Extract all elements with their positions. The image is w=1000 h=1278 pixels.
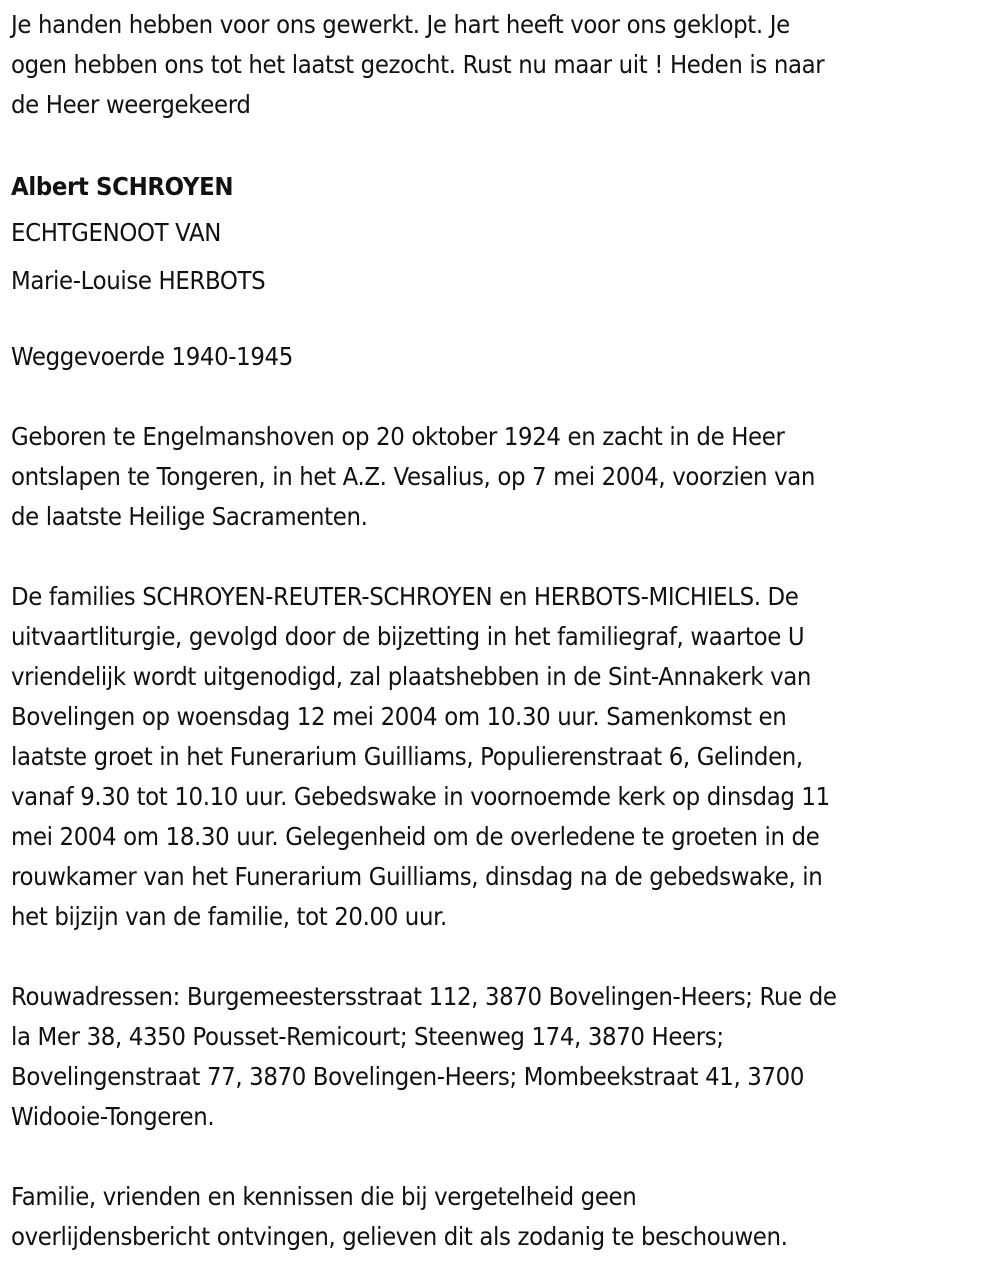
text-line: het bijzijn van de familie, tot 20.00 uur. bbox=[11, 902, 447, 931]
text-line: Widooie-Tongeren. bbox=[11, 1102, 215, 1131]
spacer bbox=[11, 1137, 996, 1177]
text-line: Familie, vrienden en kennissen die bij vergetelheid geen bbox=[11, 1182, 637, 1211]
text-line: ogen hebben ons tot het laatst gezocht. Rust nu maar uit ! Heden is naar bbox=[11, 50, 825, 79]
text-line: la Mer 38, 4350 Pousset-Remicourt; Steenweg 174, 3870 Heers; bbox=[11, 1022, 724, 1051]
note-paragraph bbox=[11, 337, 996, 377]
spacer bbox=[11, 125, 996, 165]
spacer bbox=[11, 305, 996, 337]
addresses-paragraph bbox=[11, 977, 996, 1137]
text-line: de laatste Heilige Sacramenten. bbox=[11, 502, 368, 531]
text-line: Je handen hebben voor ons gewerkt. Je hart heeft voor ons geklopt. Je bbox=[11, 10, 790, 39]
text-line: De families SCHROYEN-REUTER-SCHROYEN en HERBOTS-MICHIELS. De bbox=[11, 582, 799, 611]
spacer bbox=[11, 537, 996, 577]
spouse-name: Marie-Louise HERBOTS bbox=[11, 266, 266, 295]
intro-paragraph bbox=[11, 5, 996, 125]
text-line: overlijdensbericht ontvingen, gelieven dit als zodanig te beschouwen. bbox=[11, 1222, 788, 1251]
funeral-paragraph bbox=[11, 577, 996, 937]
birth-death-paragraph bbox=[11, 417, 996, 537]
text-line: Geboren te Engelmanshoven op 20 oktober 1924 en zacht in de Heer bbox=[11, 422, 785, 451]
text-line: mei 2004 om 18.30 uur. Gelegenheid om de overledene te groeten in de bbox=[11, 822, 820, 851]
spacer bbox=[11, 937, 996, 977]
text-line: ontslapen te Tongeren, in het A.Z. Vesalius, op 7 mei 2004, voorzien van bbox=[11, 462, 816, 491]
text-line: rouwkamer van het Funerarium Guilliams, dinsdag na de gebedswake, in bbox=[11, 862, 823, 891]
deceased-name: Albert SCHROYEN bbox=[11, 172, 234, 201]
closing-paragraph bbox=[11, 1177, 996, 1257]
text-line: de Heer weergekeerd bbox=[11, 90, 251, 119]
text-line: vriendelijk wordt uitgenodigd, zal plaatshebben in de Sint-Annakerk van bbox=[11, 662, 812, 691]
text-line: vanaf 9.30 tot 10.10 uur. Gebedswake in voornoemde kerk op dinsdag 11 bbox=[11, 782, 830, 811]
obituary-document bbox=[11, 5, 996, 1257]
relation-label: ECHTGENOOT VAN bbox=[11, 218, 221, 247]
spacer bbox=[11, 377, 996, 417]
deceased-block bbox=[11, 165, 996, 305]
text-line: laatste groet in het Funerarium Guilliams, Populierenstraat 6, Gelinden, bbox=[11, 742, 803, 771]
text-line: uitvaartliturgie, gevolgd door de bijzetting in het familiegraf, waartoe U bbox=[11, 622, 805, 651]
text-line: Weggevoerde 1940-1945 bbox=[11, 342, 293, 371]
text-line: Rouwadressen: Burgemeestersstraat 112, 3870 Bovelingen-Heers; Rue de bbox=[11, 982, 837, 1011]
text-line: Bovelingen op woensdag 12 mei 2004 om 10.30 uur. Samenkomst en bbox=[11, 702, 787, 731]
text-line: Bovelingenstraat 77, 3870 Bovelingen-Heers; Mombeekstraat 41, 3700 bbox=[11, 1062, 805, 1091]
